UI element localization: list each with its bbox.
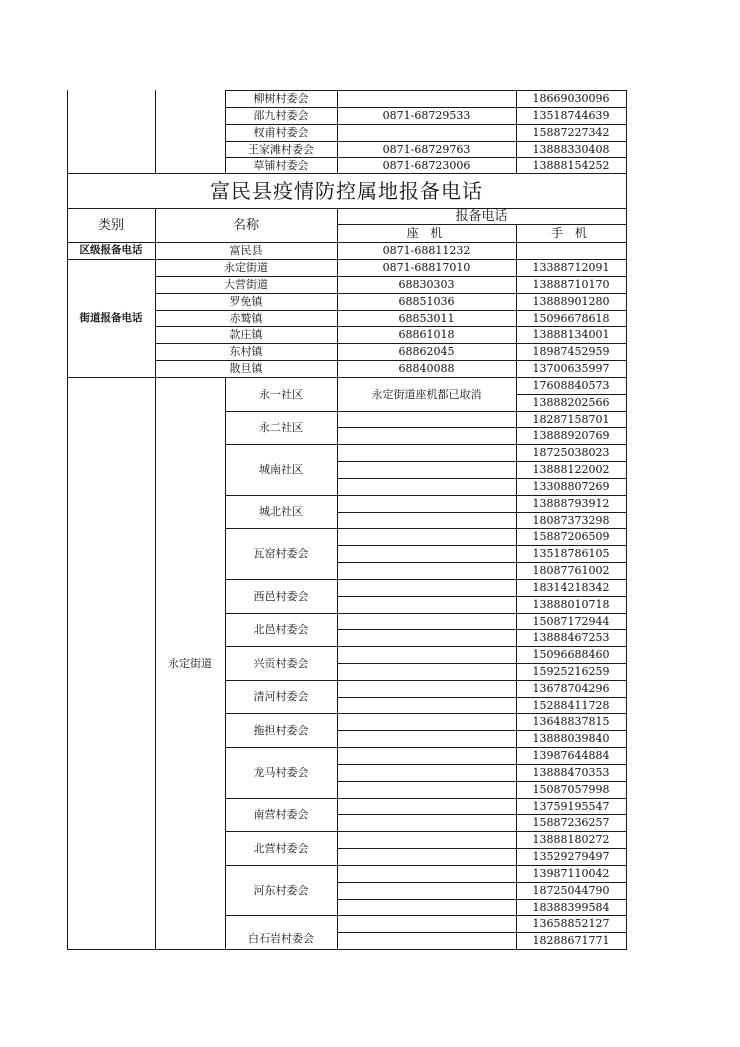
table-rule [516,512,627,513]
community-name: 北邑村委会 [253,623,309,636]
table-rule [337,882,517,883]
table-rule [516,915,627,916]
community-name: 兴贡村委会 [253,656,309,670]
mobile-number: 17608840573 [532,379,610,392]
table-rule [337,562,517,563]
table-rule [516,730,627,731]
community-name: 永一社区 [259,387,303,401]
community-name: 河东村委会 [253,883,309,897]
table-rule [626,377,627,950]
table-rule [516,90,517,174]
table-rule [337,697,517,698]
table-rule [516,747,627,748]
mobile-number: 13888180272 [532,833,610,846]
table-rule [225,680,338,681]
table-rule [337,899,517,900]
table-rule [337,629,517,630]
village-name: 王家滩村委会 [248,142,314,156]
table-rule [626,90,627,174]
community-name: 北营村委会 [253,841,309,855]
table-rule [516,224,517,243]
table-rule [337,427,517,428]
table-rule [516,764,627,765]
table-rule [225,141,627,142]
village-name: 草铺村委会 [253,158,309,172]
district-category: 区级报备电话 [79,244,143,257]
table-rule [516,444,627,445]
mobile-number: 13888710170 [532,278,610,291]
mobile-number: 15887236257 [532,816,610,829]
street-name: 散旦镇 [229,362,263,375]
table-rule [516,713,627,714]
mobile-number: 18669030096 [532,92,610,105]
mobile-number: 13888330408 [532,142,610,156]
table-rule [626,173,627,209]
table-rule [337,848,517,849]
district-name: 富民县 [229,244,263,257]
table-rule [155,276,627,277]
table-rule [225,124,627,125]
mobile-number: 13888920769 [532,429,610,442]
table-rule [516,646,627,647]
mobile-number: 13759195547 [532,799,610,813]
community-name: 永二社区 [259,421,303,434]
mobile-number: 13987644884 [532,749,610,762]
table-rule [337,663,517,664]
table-rule [155,259,156,378]
table-rule [337,90,338,174]
table-rule [337,613,517,614]
table-rule [516,242,517,260]
table-rule [337,814,517,815]
street-name: 罗免镇 [229,295,263,308]
table-rule [516,411,627,412]
table-rule [225,798,338,799]
village-name: 柳树村委会 [253,92,309,105]
table-rule [337,579,517,580]
landline-number: 68862045 [398,345,455,358]
table-rule [516,932,627,933]
community-name: 西邑村委会 [253,589,309,603]
table-rule [516,613,627,614]
table-rule [337,747,517,748]
street-name: 赤鹫镇 [229,311,263,325]
landline-number: 0871-68729763 [382,142,471,156]
table-rule [155,242,156,260]
table-rule [155,360,627,361]
landline-cancelled-note: 永定街道座机都已取消 [371,387,482,401]
header-category: 类别 [97,217,124,233]
table-rule [516,865,627,866]
table-rule [626,259,627,378]
community-name: 瓦窑村委会 [253,547,309,560]
table-rule [225,528,338,529]
table-rule [225,915,338,916]
mobile-number: 18314218342 [532,581,610,594]
table-rule [225,157,627,158]
mobile-number: 18087761002 [532,564,610,577]
landline-number: 0871-68723006 [382,158,471,172]
yongding-street-name: 永定街道 [168,656,212,670]
table-rule [337,713,517,714]
table-rule [337,224,627,225]
table-rule [337,242,338,260]
table-rule [67,949,627,950]
table-rule [155,326,627,327]
village-name: 邵九村委会 [253,109,309,122]
table-rule [225,613,338,614]
landline-number: 0871-68729533 [382,109,471,122]
landline-number: 68861018 [398,328,455,341]
landline-number [337,90,516,107]
table-rule [516,899,627,900]
table-rule [516,495,627,496]
mobile-number: 15087172944 [532,614,610,628]
page-title: 富民县疫情防控属地报备电话 [210,178,483,203]
table-rule [225,495,338,496]
community-name: 龙马村委会 [253,766,309,779]
mobile-number: 13518786105 [532,547,610,560]
village-name: 杈甫村委会 [253,126,309,139]
header-mobile: 手 机 [551,226,591,240]
street-name: 东村镇 [229,345,263,358]
mobile-number: 13529279497 [532,850,610,863]
mobile-number: 13700635997 [532,362,610,375]
mobile-number: 13518744639 [532,109,610,122]
mobile-number: 13888467253 [532,631,610,644]
table-rule [516,781,627,782]
table-rule [516,579,627,580]
mobile-number: 15087057998 [532,783,610,796]
table-rule [225,579,338,580]
mobile-number: 18987452959 [532,345,610,358]
table-rule [337,512,517,513]
table-rule [516,528,627,529]
table-rule [337,495,517,496]
street-name: 永定街道 [224,261,268,274]
mobile-number: 15096678618 [532,311,610,325]
table-rule [67,242,68,260]
header-landline: 座 机 [406,226,447,240]
table-rule [337,411,517,412]
table-rule [225,411,338,412]
table-rule [516,461,627,462]
table-rule [516,545,627,546]
table-rule [225,646,338,647]
table-rule [626,242,627,260]
table-rule [516,629,627,630]
landline-number: 68853011 [398,311,455,325]
table-rule [337,781,517,782]
table-rule [67,90,68,174]
table-rule [337,915,517,916]
table-rule [67,259,68,378]
table-rule [225,865,338,866]
mobile-number: 13678704296 [532,682,610,695]
table-rule [516,596,627,597]
table-rule [516,259,517,378]
table-rule [225,377,226,950]
table-rule [225,713,338,714]
table-rule [516,848,627,849]
community-name: 城北社区 [259,505,303,518]
table-rule [225,90,627,91]
table-rule [516,478,627,479]
street-name: 大营街道 [224,278,268,291]
landline-number: 0871-68811232 [382,244,471,257]
mobile-number: 13888793912 [532,497,610,510]
mobile-number: 18388399584 [532,900,610,914]
header-phone: 报备电话 [455,208,508,224]
table-rule [337,865,517,866]
table-rule [67,173,68,209]
mobile-number: 18288671771 [532,934,610,947]
mobile-number: 15096688460 [532,648,610,661]
table-rule [337,932,517,933]
table-rule [225,747,338,748]
street-name: 款庄镇 [229,328,263,341]
landline-number: 68851036 [398,295,455,308]
table-rule [337,528,517,529]
mobile-number: 13888122002 [532,463,610,476]
table-rule [155,343,627,344]
mobile-number: 18287158701 [532,412,610,426]
mobile-number: 18087373298 [532,513,610,527]
table-rule [516,697,627,698]
mobile-number: 15925216259 [532,665,610,678]
community-name: 城南社区 [259,463,303,476]
table-rule [337,545,517,546]
table-rule [516,562,627,563]
mobile-number: 13648837815 [532,715,610,728]
table-rule [337,208,338,243]
landline-number [337,124,516,141]
mobile-number: 13308807269 [532,480,610,493]
community-name: 南营村委会 [253,808,309,821]
table-rule [155,310,627,311]
mobile-number: 15887206509 [532,530,610,543]
table-rule [67,377,68,950]
table-rule [516,427,627,428]
table-rule [337,259,338,378]
mobile-number: 13888010718 [532,598,610,611]
table-rule [516,394,627,395]
table-rule [225,107,627,108]
table-rule [337,377,338,950]
table-rule [337,730,517,731]
landline-number: 0871-68817010 [382,261,471,274]
mobile-number: 13888134001 [532,328,610,341]
table-rule [155,293,627,294]
landline-number: 68840088 [398,362,455,375]
table-rule [155,208,156,243]
table-rule [516,831,627,832]
mobile-number: 15288411728 [532,698,610,712]
mobile-number [516,242,626,259]
table-rule [516,680,627,681]
mobile-number: 13888901280 [532,295,610,308]
streets-category: 街道报备电话 [79,311,143,324]
mobile-number: 13888039840 [532,732,610,745]
table-rule [337,831,517,832]
table-rule [337,461,517,462]
community-name: 白石岩村委会 [248,932,314,945]
table-rule [516,377,517,950]
table-rule [337,596,517,597]
table-rule [155,90,156,174]
mobile-number: 18725044790 [532,884,610,897]
table-rule [337,478,517,479]
table-rule [516,814,627,815]
landline-number: 68830303 [398,278,455,291]
mobile-number: 13658852127 [532,917,610,930]
table-rule [337,798,517,799]
mobile-number: 13888470353 [532,766,610,779]
table-rule [67,208,68,243]
table-rule [626,208,627,243]
table-rule [337,680,517,681]
table-rule [225,90,226,174]
table-rule [516,798,627,799]
mobile-number: 13888202566 [532,396,610,409]
mobile-number: 13888154252 [532,158,610,172]
header-name: 名称 [232,217,259,233]
mobile-number: 15887227342 [532,126,610,139]
mobile-number: 18725038023 [532,446,610,459]
mobile-number: 13987110042 [532,867,610,880]
table-rule [516,663,627,664]
community-name: 拖担村委会 [253,723,309,737]
community-name: 清河村委会 [253,690,309,703]
table-rule [516,882,627,883]
table-rule [337,444,517,445]
table-rule [337,646,517,647]
table-rule [225,444,338,445]
table-rule [155,377,156,950]
mobile-number: 13388712091 [532,261,610,274]
table-rule [225,831,338,832]
table-rule [337,764,517,765]
